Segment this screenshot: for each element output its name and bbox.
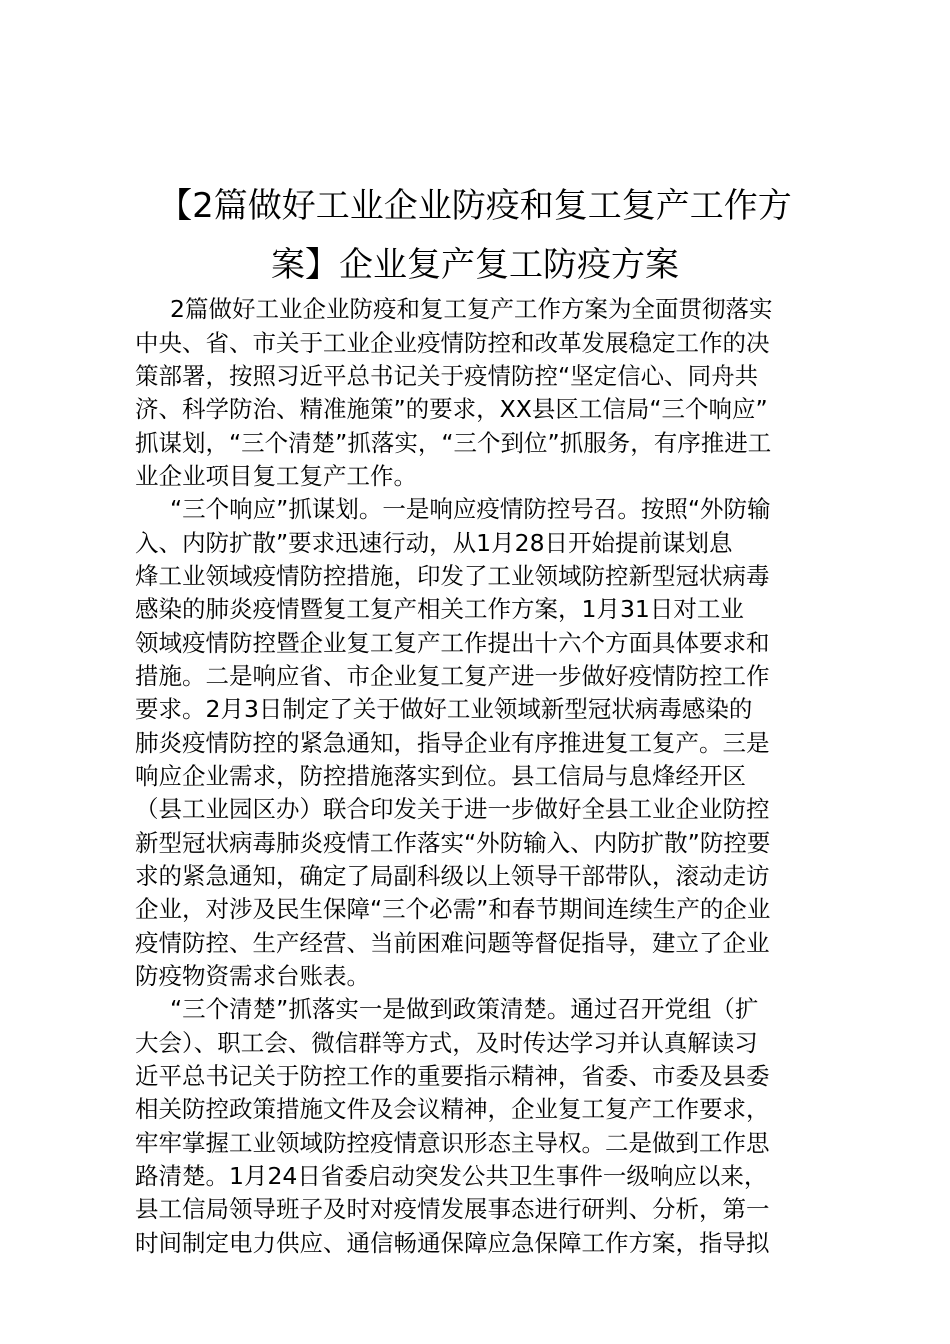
paragraph-2-line-6: 措施。二是响应省、市企业复工复产进一步做好疫情防控工作 [135, 662, 770, 690]
paragraph-2-line-2: 入、内防扩散”要求迅速行动，从1月28日开始提前谋划息 [135, 529, 733, 557]
paragraph-2-line-12: 求的紧急通知，确定了局副科级以上领导干部带队，滚动走访 [135, 862, 770, 890]
paragraph-2-line-14: 疫情防控、生产经营、当前困难问题等督促指导，建立了企业 [135, 929, 770, 957]
paragraph-1-line-3: 策部署，按照习近平总书记关于疫情防控“坚定信心、同舟共 [135, 362, 759, 390]
paragraph-2-line-3: 烽工业领域疫情防控措施，印发了工业领域防控新型冠状病毒 [135, 562, 770, 590]
paragraph-2-line-8: 肺炎疫情防控的紧急通知，指导企业有序推进复工复产。三是 [135, 729, 770, 757]
paragraph-3-line-1: “三个清楚”抓落实一是做到政策清楚。通过召开党组（扩 [170, 995, 759, 1023]
paragraph-2-line-9: 响应企业需求，防控措施落实到位。县工信局与息烽经开区 [135, 762, 746, 790]
paragraph-3-line-3: 近平总书记关于防控工作的重要指示精神，省委、市委及县委 [135, 1062, 770, 1090]
paragraph-3-line-6: 路清楚。1月24日省委启动突发公共卫生事件一级响应以来， [135, 1162, 768, 1190]
paragraph-2-line-1: “三个响应”抓谋划。一是响应疫情防控号召。按照“外防输 [170, 495, 771, 523]
paragraph-1-line-5: 抓谋划，“三个清楚”抓落实，“三个到位”抓服务，有序推进工 [135, 429, 772, 457]
paragraph-1-line-1: 2篇做好工业企业防疫和复工复产工作方案为全面贯彻落实 [170, 295, 773, 323]
paragraph-3-line-7: 县工信局领导班子及时对疫情发展事态进行研判、分析，第一 [135, 1195, 770, 1223]
paragraph-2-line-5: 领域疫情防控暨企业复工复产工作提出十六个方面具体要求和 [135, 629, 770, 657]
document-title-line-2: 案】企业复产复工防疫方案 [271, 245, 679, 285]
paragraph-2-line-11: 新型冠状病毒肺炎疫情工作落实“外防输入、内防扩散”防控要 [135, 829, 771, 857]
paragraph-3-line-2: 大会）、职工会、微信群等方式，及时传达学习并认真解读习 [135, 1029, 758, 1057]
paragraph-1-line-4: 济、科学防治、精准施策”的要求，XX县区工信局“三个响应” [135, 395, 768, 423]
paragraph-3-line-8: 时间制定电力供应、通信畅通保障应急保障工作方案，指导拟 [135, 1229, 770, 1257]
paragraph-3-line-4: 相关防控政策措施文件及会议精神，企业复工复产工作要求， [135, 1095, 770, 1123]
paragraph-1-line-6: 业企业项目复工复产工作。 [135, 462, 417, 490]
document-title-line-1: 【2篇做好工业企业防疫和复工复产工作方 [158, 186, 792, 226]
paragraph-2-line-10: （县工业园区办）联合印发关于进一步做好全县工业企业防控 [135, 795, 770, 823]
paragraph-2-line-7: 要求。2月3日制定了关于做好工业领域新型冠状病毒感染的 [135, 695, 753, 723]
paragraph-2-line-13: 企业，对涉及民生保障“三个必需”和春节期间连续生产的企业 [135, 895, 771, 923]
paragraph-3-line-5: 牢牢掌握工业领域防控疫情意识形态主导权。二是做到工作思 [135, 1129, 770, 1157]
paragraph-1-line-2: 中央、省、市关于工业企业疫情防控和改革发展稳定工作的决 [135, 329, 770, 357]
paragraph-2-line-4: 感染的肺炎疫情暨复工复产相关工作方案，1月31日对工业 [135, 595, 744, 623]
paragraph-2-line-15: 防疫物资需求台账表。 [135, 962, 370, 990]
